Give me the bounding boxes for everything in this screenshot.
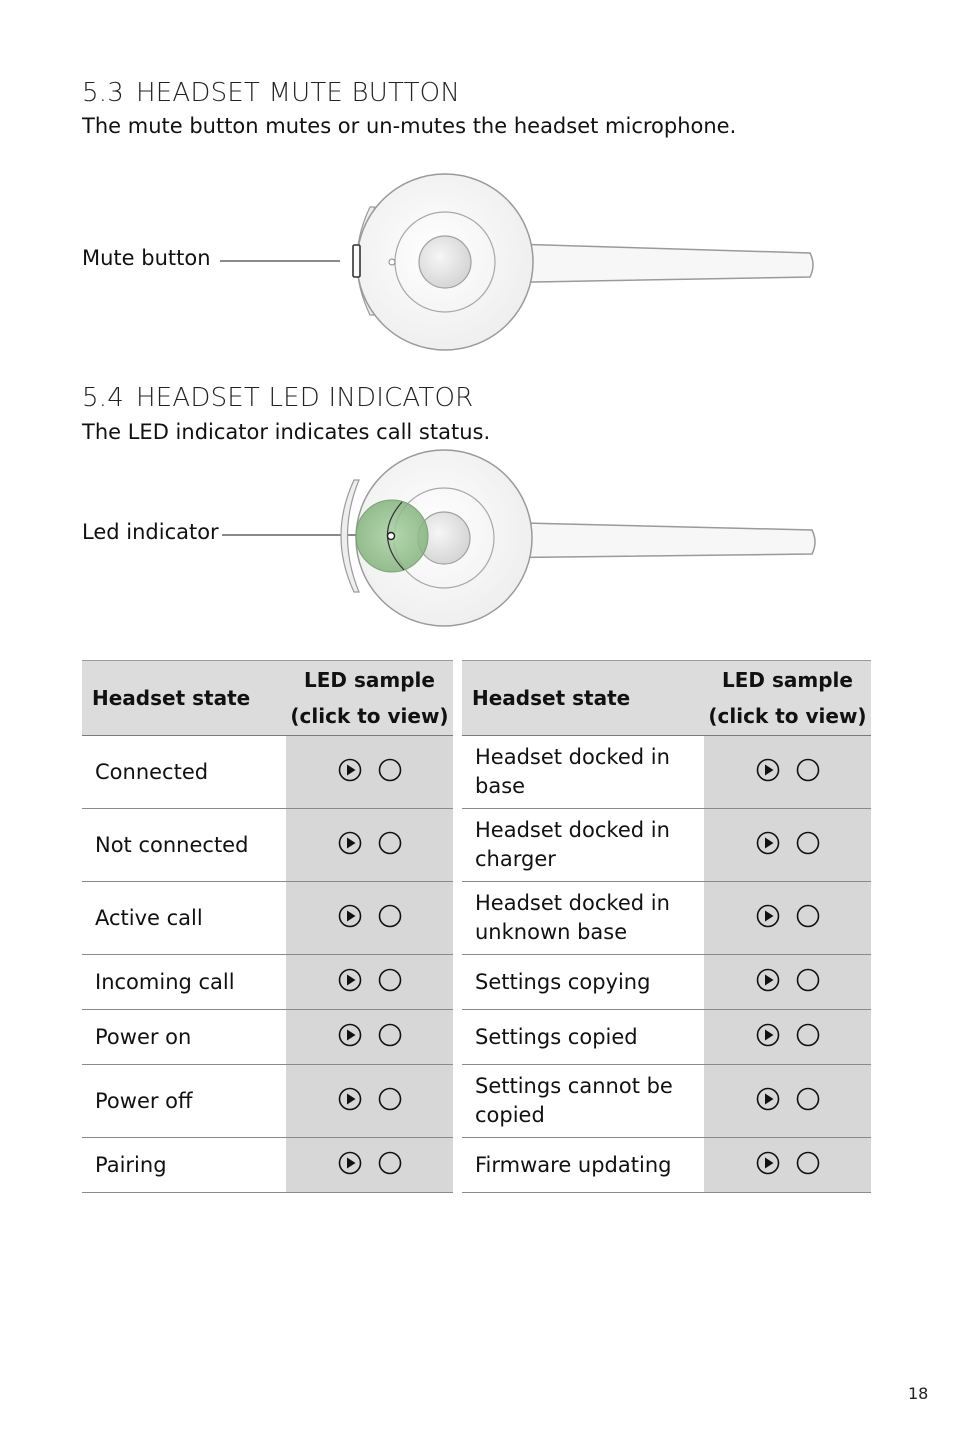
led-sample-cell[interactable]	[286, 809, 453, 882]
table-row	[462, 882, 871, 955]
headset-state-cell: Settings cannot be copied	[462, 1065, 704, 1138]
led-sample-cell[interactable]	[704, 955, 871, 1010]
headset-state-cell: Power off	[82, 1065, 286, 1138]
mute-button-callout-label: Mute button	[82, 246, 211, 270]
table-row	[462, 955, 871, 1010]
led-table-right	[462, 660, 871, 1193]
led-sample-cell[interactable]	[286, 1010, 453, 1065]
led-sample-cell[interactable]	[704, 1138, 871, 1193]
header-led-sample-line1: LED sample	[722, 668, 853, 692]
play-icon[interactable]	[756, 968, 780, 992]
led-indicator-icon	[388, 533, 395, 540]
led-indicator-callout-label: Led indicator	[82, 520, 219, 544]
led-sample-cell[interactable]	[704, 809, 871, 882]
table-row	[462, 1065, 871, 1138]
headset-state-cell: Incoming call	[82, 955, 286, 1010]
led-sample-cell[interactable]	[704, 1065, 871, 1138]
led-sample-cell[interactable]	[286, 736, 453, 809]
headset-state-cell: Not connected	[82, 809, 286, 882]
play-icon[interactable]	[338, 831, 362, 855]
header-led-sample-line2: (click to view)	[290, 704, 449, 728]
headset-state-cell: Connected	[82, 736, 286, 809]
table-row	[462, 1010, 871, 1065]
table-row	[82, 1065, 453, 1138]
table-row	[82, 882, 453, 955]
play-icon[interactable]	[756, 758, 780, 782]
led-circle-icon	[796, 1023, 820, 1047]
play-icon[interactable]	[338, 758, 362, 782]
led-sample-cell[interactable]	[286, 882, 453, 955]
headset-state-cell: Active call	[82, 882, 286, 955]
play-icon[interactable]	[756, 831, 780, 855]
play-icon[interactable]	[338, 1151, 362, 1175]
headset-led-illustration	[222, 442, 832, 637]
section-number: 5.4	[82, 383, 124, 413]
header-led-sample-line2: (click to view)	[708, 704, 867, 728]
play-icon[interactable]	[338, 904, 362, 928]
play-icon[interactable]	[756, 1087, 780, 1111]
table-row	[82, 1010, 453, 1065]
play-icon[interactable]	[756, 1023, 780, 1047]
play-icon[interactable]	[338, 1023, 362, 1047]
play-icon[interactable]	[338, 1087, 362, 1111]
mute-description: The mute button mutes or un-mutes the headset microphone.	[82, 114, 737, 138]
headset-state-cell: Headset docked in unknown base	[462, 882, 704, 955]
led-circle-icon	[378, 904, 402, 928]
play-icon[interactable]	[338, 968, 362, 992]
led-sample-cell[interactable]	[704, 882, 871, 955]
header-led-sample	[704, 661, 871, 736]
page-number: 18	[908, 1384, 929, 1403]
headset-state-cell: Pairing	[82, 1138, 286, 1193]
led-description: The LED indicator indicates call status.	[82, 420, 491, 444]
led-circle-icon	[378, 758, 402, 782]
headset-state-cell: Firmware updating	[462, 1138, 704, 1193]
header-headset-state: Headset state	[82, 661, 286, 736]
led-sample-cell[interactable]	[286, 955, 453, 1010]
table-row	[462, 809, 871, 882]
play-icon[interactable]	[756, 904, 780, 928]
led-circle-icon	[796, 1087, 820, 1111]
mute-button-icon	[353, 245, 360, 277]
table-row	[82, 736, 453, 809]
led-sample-cell[interactable]	[286, 1138, 453, 1193]
led-circle-icon	[796, 831, 820, 855]
led-circle-icon	[796, 1151, 820, 1175]
headset-state-cell: Headset docked in charger	[462, 809, 704, 882]
led-circle-icon	[378, 1087, 402, 1111]
table-header-row	[462, 661, 871, 736]
table-row	[462, 736, 871, 809]
section-number: 5.3	[82, 78, 124, 108]
led-circle-icon	[796, 968, 820, 992]
headset-state-cell: Headset docked in base	[462, 736, 704, 809]
table-row	[82, 809, 453, 882]
header-led-sample	[286, 661, 453, 736]
led-circle-icon	[378, 831, 402, 855]
led-circle-icon	[796, 758, 820, 782]
led-circle-icon	[378, 1023, 402, 1047]
section-heading-led	[82, 383, 473, 413]
header-led-sample-line1: LED sample	[304, 668, 435, 692]
section-title: HEADSET LED INDICATOR	[136, 383, 474, 413]
section-heading-mute	[82, 78, 460, 108]
table-row	[82, 955, 453, 1010]
table-row	[82, 1138, 453, 1193]
led-circle-icon	[378, 968, 402, 992]
led-sample-cell[interactable]	[704, 1010, 871, 1065]
led-sample-cell[interactable]	[286, 1065, 453, 1138]
headset-state-cell: Power on	[82, 1010, 286, 1065]
led-sample-cell[interactable]	[704, 736, 871, 809]
headset-mute-illustration	[220, 165, 830, 360]
led-circle-icon	[378, 1151, 402, 1175]
table-header-row	[82, 661, 453, 736]
led-table-left	[82, 660, 453, 1193]
play-icon[interactable]	[756, 1151, 780, 1175]
header-headset-state: Headset state	[462, 661, 704, 736]
section-title: HEADSET MUTE BUTTON	[136, 78, 460, 108]
headset-state-cell: Settings copied	[462, 1010, 704, 1065]
led-circle-icon	[796, 904, 820, 928]
headset-state-cell: Settings copying	[462, 955, 704, 1010]
table-row	[462, 1138, 871, 1193]
